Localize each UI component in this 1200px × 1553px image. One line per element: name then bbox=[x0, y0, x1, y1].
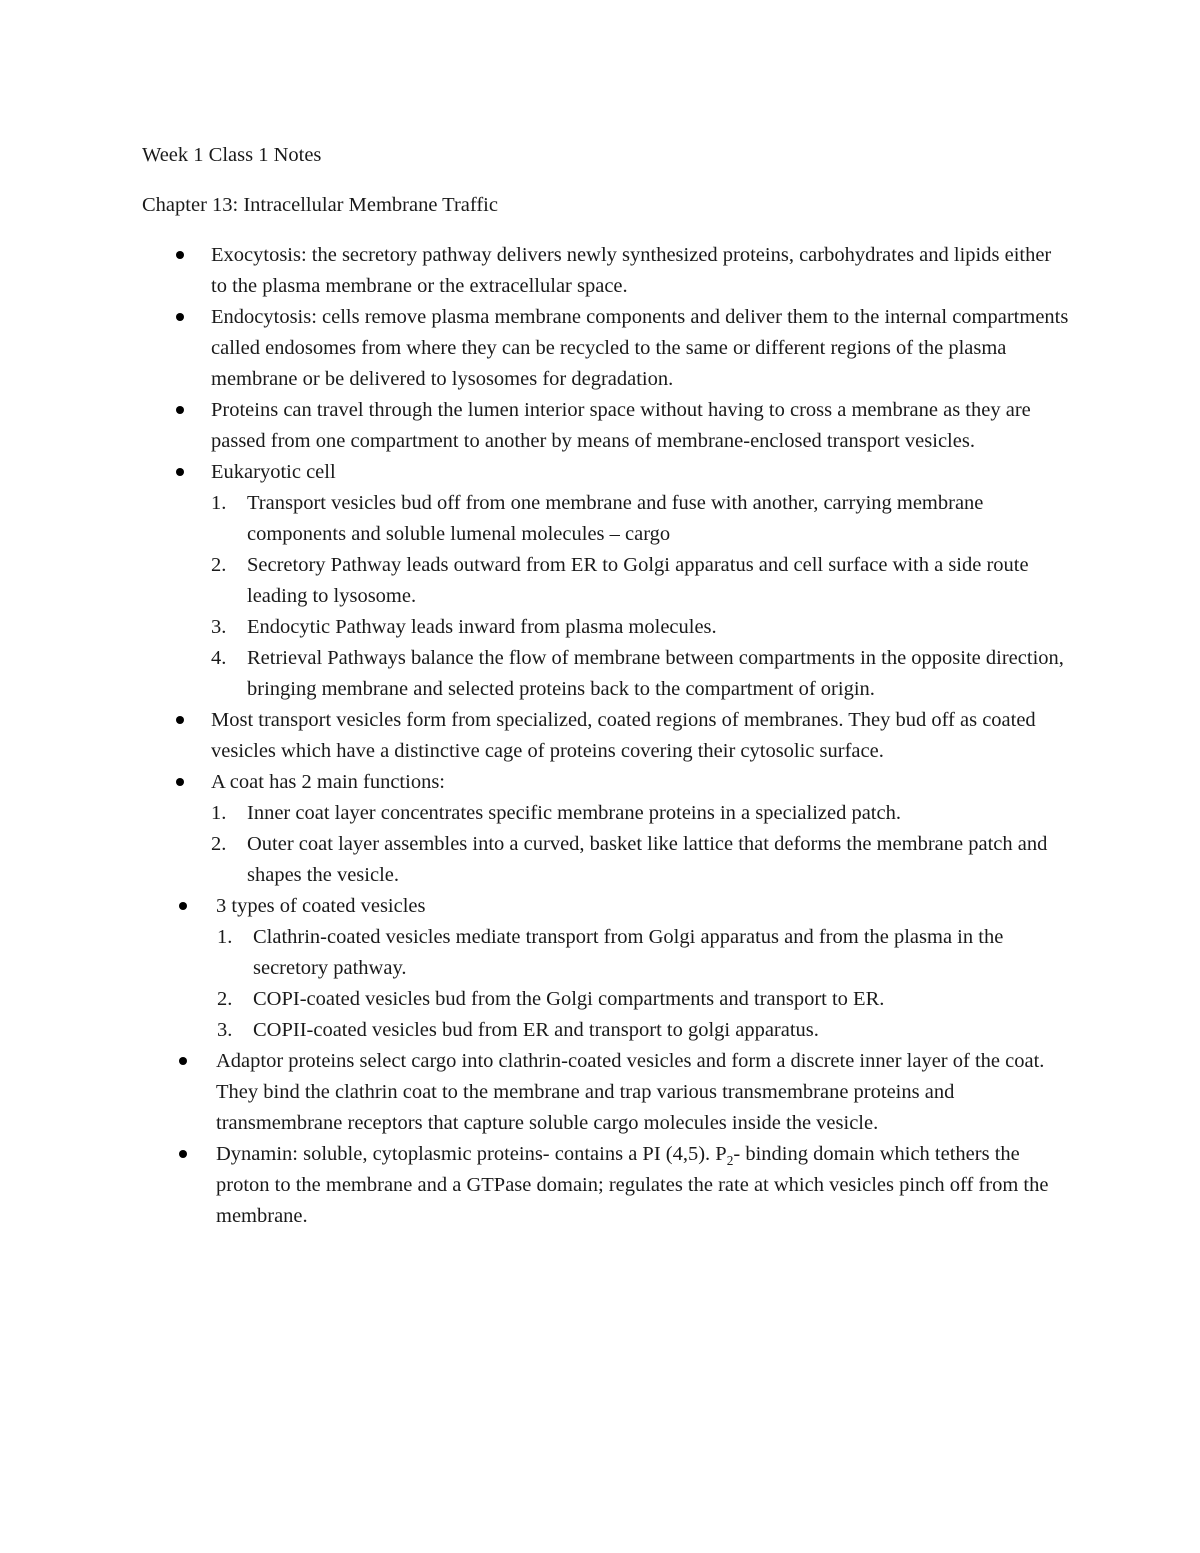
sublist-item bbox=[142, 798, 1072, 829]
numbered-sublist bbox=[142, 488, 1072, 705]
list-item-text: Adaptor proteins select cargo into clathrin-coated vesicles and form a discrete inner layer of the coat. They bind the clathrin coat to the membrane and trap various transmembrane proteins and transmembrane receptors that capture soluble cargo molecules inside the vesicle. bbox=[216, 1050, 1045, 1134]
sublist-item-text: Inner coat layer concentrates specific membrane proteins in a specialized patch. bbox=[247, 802, 901, 824]
list-item-text: Eukaryotic cell bbox=[211, 461, 336, 483]
chapter-heading: Chapter 13: Intracellular Membrane Traffic bbox=[142, 194, 498, 216]
item-number: 1. bbox=[211, 802, 227, 824]
list-item bbox=[142, 705, 1072, 767]
item-number: 4. bbox=[211, 647, 227, 669]
subscript: 2 bbox=[726, 1153, 734, 1169]
bullet-icon bbox=[176, 716, 184, 724]
sublist-item-text: Transport vesicles bud off from one membrane and fuse with another, carrying membrane components and soluble lumenal molecules – cargo bbox=[247, 492, 984, 545]
list-item bbox=[142, 457, 1072, 705]
page-title: Week 1 Class 1 Notes bbox=[142, 144, 322, 166]
list-item-text: A coat has 2 main functions: bbox=[211, 771, 445, 793]
sublist-item bbox=[142, 829, 1072, 891]
sublist-item-text: Retrieval Pathways balance the flow of membrane between compartments in the opposite direction, bringing membrane and selected proteins back to the compartment of origin. bbox=[247, 647, 1064, 700]
list-item bbox=[142, 1139, 1072, 1232]
list-item bbox=[142, 767, 1072, 891]
sublist-item-text: Clathrin-coated vesicles mediate transport from Golgi apparatus and from the plasma in the secretory pathway. bbox=[253, 926, 1004, 979]
bullet-icon bbox=[179, 1057, 187, 1065]
bullet-icon bbox=[179, 1150, 187, 1158]
list-item bbox=[142, 891, 1072, 1046]
numbered-sublist bbox=[142, 922, 1072, 1046]
list-item bbox=[142, 302, 1072, 395]
item-number: 1. bbox=[217, 926, 233, 948]
bullet-icon bbox=[179, 902, 187, 910]
sublist-item bbox=[142, 643, 1072, 705]
sublist-item-text: Endocytic Pathway leads inward from plasma molecules. bbox=[247, 616, 717, 638]
list-item-text: Proteins can travel through the lumen interior space without having to cross a membrane as they are passed from one compartment to another by means of membrane-enclosed transport vesicles. bbox=[211, 399, 1031, 452]
item-number: 3. bbox=[211, 616, 227, 638]
bullet-icon bbox=[176, 313, 184, 321]
item-number: 1. bbox=[211, 492, 227, 514]
list-item-text-start: Dynamin: soluble, cytoplasmic proteins- contains a PI (4,5). P bbox=[216, 1143, 727, 1165]
sublist-item-text: Secretory Pathway leads outward from ER to Golgi apparatus and cell surface with a side route leading to lysosome. bbox=[247, 554, 1029, 607]
sublist-item bbox=[142, 612, 1072, 643]
list-item-text: Endocytosis: cells remove plasma membrane components and deliver them to the internal compartments called endosomes from where they can be recycled to the same or different regions of the plasma membrane or be delivered to lysosomes for degradation. bbox=[211, 306, 1069, 390]
sublist-item-text: COPI-coated vesicles bud from the Golgi compartments and transport to ER. bbox=[253, 988, 885, 1010]
item-number: 2. bbox=[211, 554, 227, 576]
document-content bbox=[142, 140, 1072, 1232]
list-item bbox=[142, 395, 1072, 457]
bullet-icon bbox=[176, 468, 184, 476]
sublist-item-text: Outer coat layer assembles into a curved, basket like lattice that deforms the membrane patch and shapes the vesicle. bbox=[247, 833, 1048, 886]
bullet-icon bbox=[176, 406, 184, 414]
sublist-item-text: COPII-coated vesicles bud from ER and transport to golgi apparatus. bbox=[253, 1019, 819, 1041]
bullet-icon bbox=[176, 778, 184, 786]
list-item-text: Most transport vesicles form from specialized, coated regions of membranes. They bud off as coated vesicles which have a distinctive cage of proteins covering their cytosolic surface. bbox=[211, 709, 1036, 762]
list-item bbox=[142, 1046, 1072, 1139]
bullet-icon bbox=[176, 251, 184, 259]
sublist-item bbox=[142, 984, 1072, 1015]
item-number: 2. bbox=[211, 833, 227, 855]
notes-list bbox=[142, 240, 1072, 1232]
item-number: 3. bbox=[217, 1019, 233, 1041]
list-item bbox=[142, 240, 1072, 302]
numbered-sublist bbox=[142, 798, 1072, 891]
list-item-text-end: - binding domain which tethers the proton to the membrane and a GTPase domain; regulates the rate at which vesicles pinch off from the membrane. bbox=[216, 1143, 1049, 1227]
item-number: 2. bbox=[217, 988, 233, 1010]
sublist-item bbox=[142, 550, 1072, 612]
list-item-text: 3 types of coated vesicles bbox=[216, 895, 426, 917]
sublist-item bbox=[142, 1015, 1072, 1046]
sublist-item bbox=[142, 488, 1072, 550]
sublist-item bbox=[142, 922, 1072, 984]
list-item-text: Exocytosis: the secretory pathway delivers newly synthesized proteins, carbohydrates and lipids either to the plasma membrane or the extracellular space. bbox=[211, 244, 1052, 297]
